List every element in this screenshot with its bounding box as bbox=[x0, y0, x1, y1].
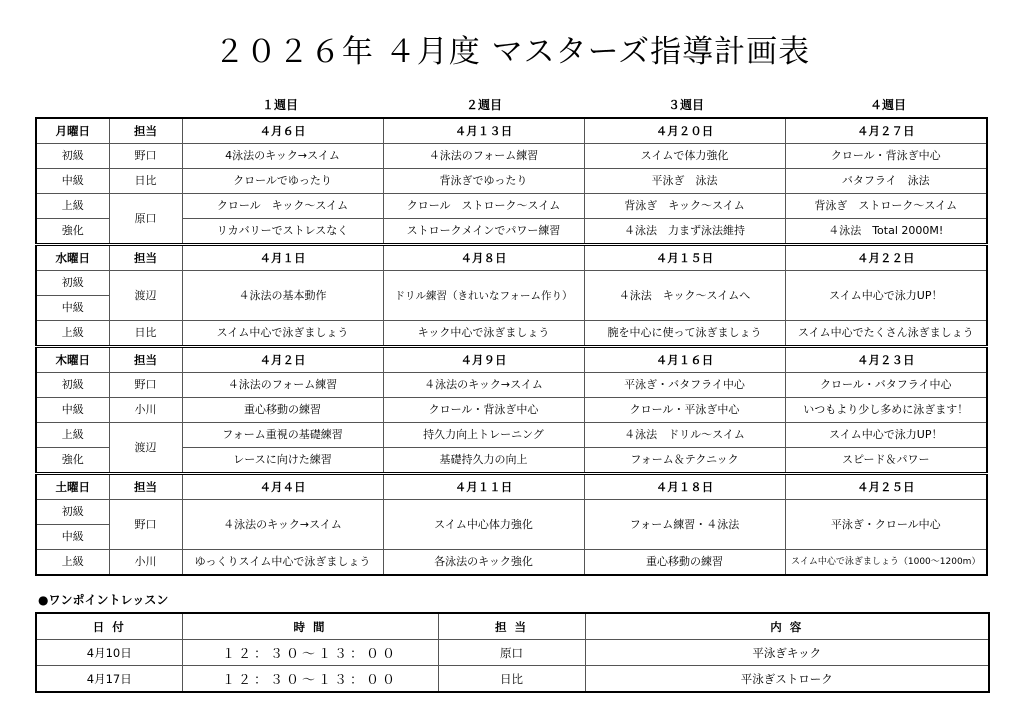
date-cell: ４月２５日 bbox=[785, 474, 987, 500]
table-row bbox=[36, 373, 987, 398]
table-row bbox=[36, 423, 987, 448]
time-header: 時 間 bbox=[182, 613, 438, 640]
table-row bbox=[36, 194, 987, 219]
date-cell: 4月17日 bbox=[36, 666, 182, 693]
plan-cell: ストロークメインでパワー練習 bbox=[383, 219, 584, 245]
plan-cell: 重心移動の練習 bbox=[182, 398, 383, 423]
plan-cell: リカバリーでストレスなく bbox=[182, 219, 383, 245]
week-labels bbox=[0, 96, 1024, 114]
lesson-table bbox=[35, 612, 990, 693]
plan-cell: ドリル練習（きれいなフォーム作り） bbox=[383, 271, 584, 321]
table-row bbox=[36, 640, 989, 666]
week-label-2: ２週目 bbox=[465, 98, 502, 112]
plan-cell: クロール・平泳ぎ中心 bbox=[584, 398, 785, 423]
plan-cell: 背泳ぎ キック～スイム bbox=[584, 194, 785, 219]
level-cell: 初級 bbox=[36, 271, 109, 296]
lesson-header-row bbox=[36, 613, 989, 640]
plan-cell: 基礎持久力の向上 bbox=[383, 448, 584, 474]
monday-header-row bbox=[36, 118, 987, 144]
plan-cell: フォーム練習・４泳法 bbox=[584, 500, 785, 550]
plan-cell: 平泳ぎ 泳法 bbox=[584, 169, 785, 194]
plan-cell: クロール・背泳ぎ中心 bbox=[383, 398, 584, 423]
level-cell: 上級 bbox=[36, 194, 109, 219]
plan-cell: ４泳法のフォーム練習 bbox=[182, 373, 383, 398]
level-cell: 初級 bbox=[36, 373, 109, 398]
plan-cell: 平泳ぎ・バタフライ中心 bbox=[584, 373, 785, 398]
plan-cell: スイム中心で泳ぎましょう bbox=[182, 321, 383, 347]
plan-cell: 各泳法のキック強化 bbox=[383, 550, 584, 576]
date-cell: ４月１５日 bbox=[584, 245, 785, 271]
coach-cell: 野口 bbox=[109, 373, 182, 398]
coach-cell: 小川 bbox=[109, 550, 182, 576]
level-cell: 初級 bbox=[36, 500, 109, 525]
date-cell: ４月２０日 bbox=[584, 118, 785, 144]
date-cell: ４月２２日 bbox=[785, 245, 987, 271]
level-cell: 中級 bbox=[36, 169, 109, 194]
coach-cell: 野口 bbox=[109, 500, 182, 550]
table-row bbox=[36, 500, 987, 525]
table-row bbox=[36, 398, 987, 423]
plan-cell: キック中心で泳ぎましょう bbox=[383, 321, 584, 347]
coach-cell: 渡辺 bbox=[109, 423, 182, 474]
plan-cell: クロールでゆったり bbox=[182, 169, 383, 194]
date-cell: ４月１６日 bbox=[584, 347, 785, 373]
coach-header: 担当 bbox=[109, 245, 182, 271]
plan-cell: クロール ストローク～スイム bbox=[383, 194, 584, 219]
date-cell: ４月２日 bbox=[182, 347, 383, 373]
table-row bbox=[36, 321, 987, 347]
date-cell: ４月８日 bbox=[383, 245, 584, 271]
day-label: 土曜日 bbox=[36, 474, 109, 500]
plan-cell: スイム中心でたくさん泳ぎましょう bbox=[785, 321, 987, 347]
plan-cell: クロール・バタフライ中心 bbox=[785, 373, 987, 398]
plan-cell: 腕を中心に使って泳ぎましょう bbox=[584, 321, 785, 347]
level-cell: 中級 bbox=[36, 398, 109, 423]
coach-cell: 渡辺 bbox=[109, 271, 182, 321]
plan-cell: ４泳法のフォーム練習 bbox=[383, 144, 584, 169]
date-cell: ４月２３日 bbox=[785, 347, 987, 373]
plan-cell: フォーム＆テクニック bbox=[584, 448, 785, 474]
date-cell: ４月２７日 bbox=[785, 118, 987, 144]
content-header: 内 容 bbox=[585, 613, 989, 640]
plan-cell: 平泳ぎ・クロール中心 bbox=[785, 500, 987, 550]
level-cell: 上級 bbox=[36, 321, 109, 347]
level-cell: 中級 bbox=[36, 525, 109, 550]
coach-header: 担当 bbox=[109, 118, 182, 144]
coach-cell: 日比 bbox=[438, 666, 585, 693]
plan-cell: レースに向けた練習 bbox=[182, 448, 383, 474]
time-cell: １２：３０～１３：００ bbox=[182, 666, 438, 693]
thursday-header-row bbox=[36, 347, 987, 373]
plan-cell: クロール キック～スイム bbox=[182, 194, 383, 219]
coach-cell: 小川 bbox=[109, 398, 182, 423]
date-cell: ４月１８日 bbox=[584, 474, 785, 500]
plan-cell: クロール・背泳ぎ中心 bbox=[785, 144, 987, 169]
plan-cell: スイム中心で泳ぎましょう（1000～1200m） bbox=[785, 550, 987, 576]
coach-cell: 日比 bbox=[109, 321, 182, 347]
content-cell: 平泳ぎキック bbox=[585, 640, 989, 666]
wednesday-header-row bbox=[36, 245, 987, 271]
plan-cell: 4泳法のキック→スイム bbox=[182, 144, 383, 169]
table-row bbox=[36, 144, 987, 169]
plan-cell: スイム中心体力強化 bbox=[383, 500, 584, 550]
content-cell: 平泳ぎストローク bbox=[585, 666, 989, 693]
coach-header: 担 当 bbox=[438, 613, 585, 640]
day-label: 木曜日 bbox=[36, 347, 109, 373]
plan-cell: ４泳法のキック→スイム bbox=[383, 373, 584, 398]
level-cell: 強化 bbox=[36, 219, 109, 245]
plan-cell: バタフライ 泳法 bbox=[785, 169, 987, 194]
plan-cell: ４泳法 キック～スイムへ bbox=[584, 271, 785, 321]
saturday-header-row bbox=[36, 474, 987, 500]
plan-cell: ４泳法 ドリル～スイム bbox=[584, 423, 785, 448]
week-label-3: ３週目 bbox=[667, 98, 704, 112]
date-cell: ４月１３日 bbox=[383, 118, 584, 144]
plan-cell: スピード＆パワー bbox=[785, 448, 987, 474]
page-title: ２０２６年 ４月度 マスターズ指導計画表 bbox=[213, 34, 811, 70]
level-cell: 上級 bbox=[36, 550, 109, 576]
time-cell: １２：３０～１３：００ bbox=[182, 640, 438, 666]
coach-header: 担当 bbox=[109, 474, 182, 500]
date-cell: ４月１日 bbox=[182, 245, 383, 271]
level-cell: 強化 bbox=[36, 448, 109, 474]
level-cell: 初級 bbox=[36, 144, 109, 169]
plan-cell: ４泳法のキック→スイム bbox=[182, 500, 383, 550]
day-label: 水曜日 bbox=[36, 245, 109, 271]
coach-cell: 日比 bbox=[109, 169, 182, 194]
plan-cell: 重心移動の練習 bbox=[584, 550, 785, 576]
plan-cell: スイム中心で泳力UP！ bbox=[785, 271, 987, 321]
week-label-4: ４週目 bbox=[869, 98, 906, 112]
date-cell: ４月１１日 bbox=[383, 474, 584, 500]
plan-cell: フォーム重視の基礎練習 bbox=[182, 423, 383, 448]
plan-cell: 持久力向上トレーニング bbox=[383, 423, 584, 448]
plan-cell: ４泳法 Total 2000M! bbox=[785, 219, 987, 245]
date-cell: ４月４日 bbox=[182, 474, 383, 500]
lesson-heading: ●ワンポイントレッスン bbox=[38, 593, 169, 607]
coach-cell: 原口 bbox=[109, 194, 182, 245]
table-row bbox=[36, 550, 987, 576]
coach-cell: 野口 bbox=[109, 144, 182, 169]
date-cell: ４月６日 bbox=[182, 118, 383, 144]
plan-cell: スイムで体力強化 bbox=[584, 144, 785, 169]
plan-cell: いつもより少し多めに泳ぎます！ bbox=[785, 398, 987, 423]
coach-header: 担当 bbox=[109, 347, 182, 373]
level-cell: 中級 bbox=[36, 296, 109, 321]
plan-cell: 背泳ぎ ストローク～スイム bbox=[785, 194, 987, 219]
table-row bbox=[36, 169, 987, 194]
plan-cell: 背泳ぎでゆったり bbox=[383, 169, 584, 194]
table-row bbox=[36, 666, 989, 693]
date-header: 日 付 bbox=[36, 613, 182, 640]
plan-cell: スイム中心で泳力UP！ bbox=[785, 423, 987, 448]
plan-cell: ゆっくりスイム中心で泳ぎましょう bbox=[182, 550, 383, 576]
coach-cell: 原口 bbox=[438, 640, 585, 666]
day-label: 月曜日 bbox=[36, 118, 109, 144]
week-label-1: １週目 bbox=[261, 98, 298, 112]
schedule-table bbox=[35, 117, 988, 576]
level-cell: 上級 bbox=[36, 423, 109, 448]
plan-cell: ４泳法 力まず泳法維持 bbox=[584, 219, 785, 245]
plan-cell: ４泳法の基本動作 bbox=[182, 271, 383, 321]
date-cell: 4月10日 bbox=[36, 640, 182, 666]
date-cell: ４月９日 bbox=[383, 347, 584, 373]
table-row bbox=[36, 271, 987, 296]
